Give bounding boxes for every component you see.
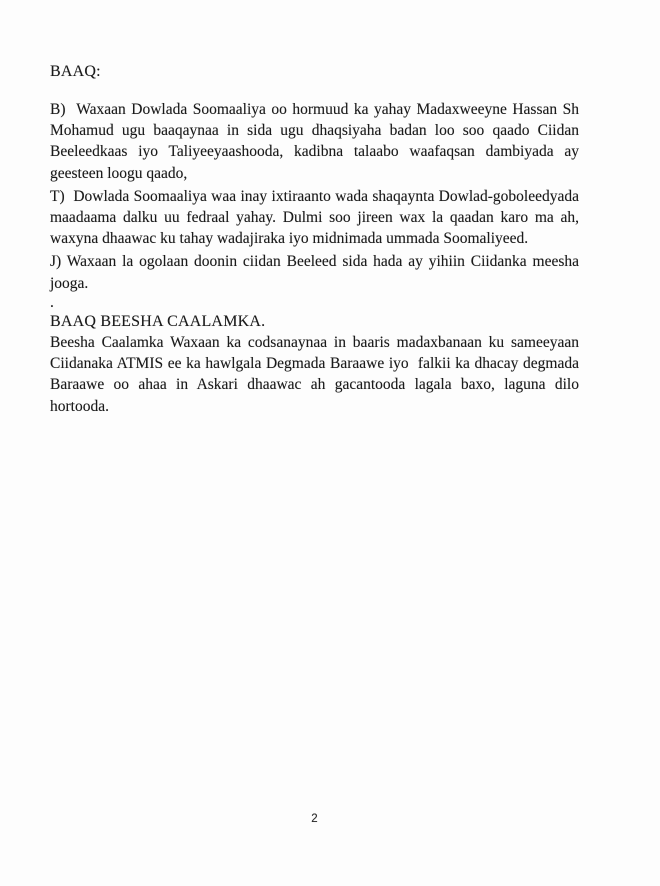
text-line: geesteen loogu qaado,: [50, 164, 188, 182]
text-line: maadaama dalku uu fedraal yahay. Dulmi soo jireen wax la qaadan karo ma ah,: [50, 209, 579, 227]
text-line: T) Dowlada Soomaaliya waa inay ixtiraanto wada shaqaynta Dowlad-goboleedyada: [50, 187, 579, 205]
paragraph-j: [50, 251, 579, 293]
stray-period-line: .: [50, 293, 54, 311]
text-line: Ciidanaka ATMIS ee ka hawlgala Degmada Baraawe iyo falkii ka dhacay degmada: [50, 355, 579, 373]
text-line: Baraawe oo ahaa in Askari dhaawac ah gacantooda lagala baxo, laguna dilo: [50, 376, 579, 394]
text-line: Beeleedkaas iyo Taliyeeyaashooda, kadibna talaabo waafaqsan dambiyada ay: [50, 143, 579, 161]
document-text-block: [50, 61, 579, 417]
page-number: 2: [311, 813, 318, 825]
text-line: hortooda.: [50, 397, 109, 415]
text-line: waxyna dhaawac ku tahay wadajiraka iyo midnimada ummada Soomaliyeed.: [50, 230, 529, 248]
text-line: J) Waxaan la ogolaan doonin ciidan Beeleed sida hada ay yihiin Ciidanka meesha: [50, 253, 579, 271]
text-line: jooga.: [50, 274, 89, 292]
text-line: Mohamud ugu baaqaynaa in sida ugu dhaqsiyaha badan loo soo qaado Ciidan: [50, 122, 579, 140]
paragraph-t: [50, 186, 579, 250]
text-line: B) Waxaan Dowlada Soomaaliya oo hormuud ka yahay Madaxweeyne Hassan Sh: [50, 101, 579, 118]
paragraph-international-community: [50, 332, 579, 417]
document-heading: BAAQ:: [50, 63, 101, 80]
paragraph-b: [50, 99, 579, 184]
section-title: BAAQ BEESHA CAALAMKA.: [50, 312, 266, 330]
text-line: Beesha Caalamka Waxaan ka codsanaynaa in baaris madaxbanaan ku sameeyaan: [50, 334, 579, 352]
